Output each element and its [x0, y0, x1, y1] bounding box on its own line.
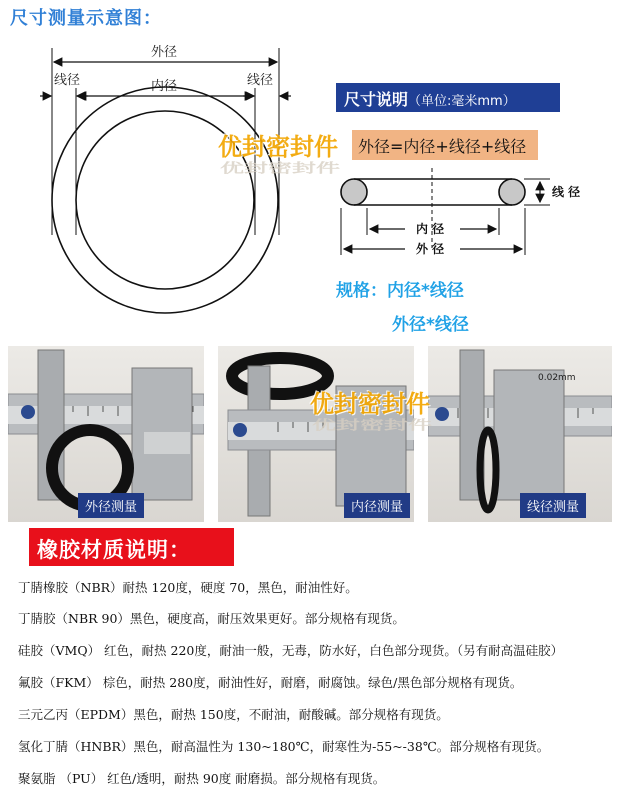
watermark-reflection: 优封密封件 — [220, 160, 340, 176]
cross-wire-label: 线 径 — [552, 185, 581, 199]
outer-diameter-label: 外径 — [151, 45, 178, 60]
ring-outer-circle — [52, 87, 278, 313]
ruler-label: 0.02mm — [538, 373, 576, 383]
wire-diameter-label-right: 线径 — [247, 73, 274, 88]
photo-strip — [8, 346, 612, 522]
photo-caption-outer: 外径测量 — [78, 493, 144, 518]
photo-caption-inner: 内径测量 — [344, 493, 410, 518]
material-line-epdm: 三元乙丙（EPDM）黑色，耐热 150度，不耐油，耐酸碱。部分规格有现货。 — [18, 707, 449, 722]
dimension-diagram — [0, 30, 620, 330]
watermark-logo: 优封密封件 — [218, 133, 338, 161]
spec-heading-title: 尺寸说明 — [344, 90, 409, 109]
inner-diameter-label: 内径 — [151, 79, 178, 94]
cross-outer-label: 外 径 — [416, 242, 445, 256]
spec-heading — [336, 83, 560, 112]
spec-format-line2: 外径*线径 — [392, 315, 469, 335]
photo-watermark: 优封密封件 — [310, 390, 430, 418]
materials-heading: 橡胶材质说明： — [29, 528, 234, 566]
material-line-fkm: 氟胶（FKM） 棕色，耐热 280度，耐油性好，耐磨，耐腐蚀。绿色/黑色部分规格有现货。 — [18, 675, 523, 690]
page-title: 尺寸测量示意图： — [10, 8, 162, 29]
spec-heading-unit: （单位:毫米mm） — [408, 94, 516, 109]
material-line-vmq: 硅胶（VMQ） 红色，耐热 220度，耐油一般，无毒，防水好，白色部分现货。（另有耐高温硅胶） — [18, 643, 564, 658]
photo-inner-measure — [218, 346, 414, 522]
cross-section — [341, 168, 550, 255]
spec-format-line1: 规格：内径*线径 — [336, 281, 464, 301]
formula-banner: 外径=内径+线径+线径 — [352, 130, 538, 160]
material-line-nbr: 丁腈橡胶（NBR）耐热 120度，硬度 70，黑色，耐油性好。 — [18, 580, 358, 595]
material-line-pu: 聚氨脂 （PU） 红色/透明，耐热 90度 耐磨损。部分规格有现货。 — [18, 771, 386, 786]
cross-inner-label: 内 径 — [416, 222, 445, 236]
photo-wire-measure — [428, 346, 612, 522]
wire-diameter-label-left: 线径 — [54, 73, 81, 88]
photo-caption-wire: 线径测量 — [520, 493, 586, 518]
photo-outer-measure — [8, 346, 204, 522]
ring-inner-circle — [76, 111, 254, 289]
material-line-hnbr: 氢化丁腈（HNBR）黑色，耐高温性为 130~180℃，耐寒性为-55~-38℃。部分规格有现货。 — [18, 739, 550, 754]
photo-watermark-reflection: 优封密封件 — [312, 417, 432, 433]
material-line-nbr90: 丁腈胶（NBR 90）黑色，硬度高，耐压效果更好。部分规格有现货。 — [18, 611, 405, 626]
